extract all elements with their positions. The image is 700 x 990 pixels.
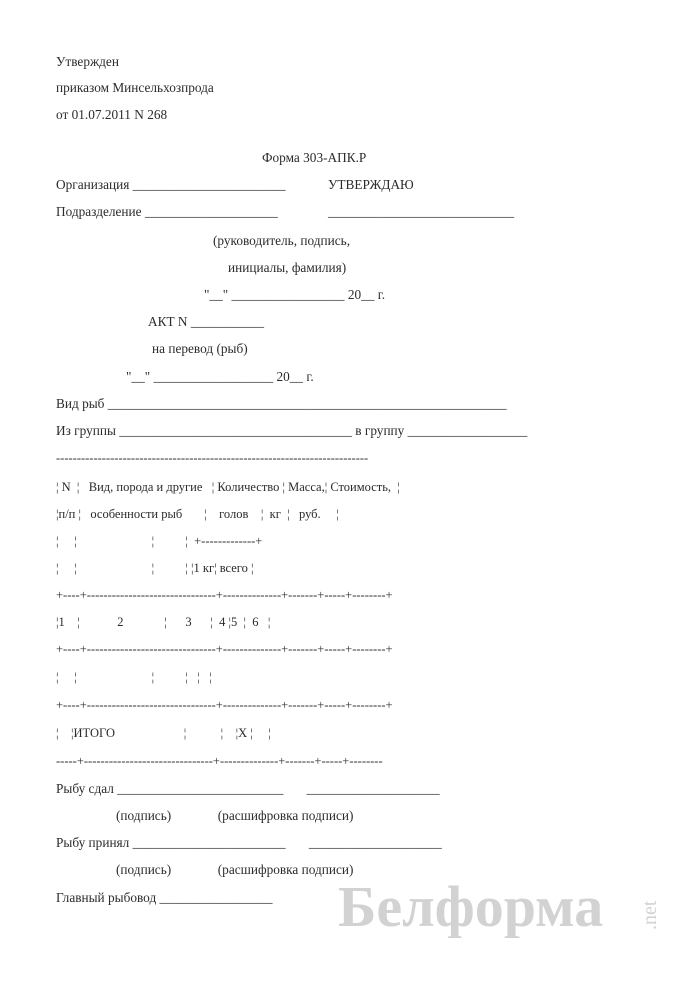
table-total-row: ¦ ¦ИТОГО ¦ ¦ ¦Х ¦ ¦ bbox=[56, 726, 271, 740]
table-header-1: ¦ N ¦ Вид, порода и другие ¦ Количество ¦ Масса,¦ Стоимость, ¦ bbox=[56, 480, 400, 494]
act-date: "__" __________________ 20__ г. bbox=[126, 369, 314, 384]
table-empty-row: ¦ ¦ ¦ ¦ ¦ ¦ bbox=[56, 670, 212, 684]
watermark-text: Белформа bbox=[338, 874, 604, 938]
order-label: приказом Минсельхозпрода bbox=[56, 80, 214, 95]
chief-fish-breeder: Главный рыбовод _________________ bbox=[56, 890, 273, 905]
table-separator-1: +----+-------------------------------+--------------+-------+-----+--------+ bbox=[56, 588, 393, 602]
fish-handed-over: Рыбу сдал _________________________ ____________________ bbox=[56, 781, 440, 796]
watermark-suffix: .net bbox=[639, 900, 661, 930]
act-subject: на перевод (рыб) bbox=[152, 341, 248, 356]
table-header-3: ¦ ¦ ¦ ¦ +-------------+ bbox=[56, 534, 263, 548]
form-title: Форма 303-АПК.Р bbox=[262, 150, 367, 165]
signer-caption-2: инициалы, фамилия) bbox=[228, 260, 347, 275]
table-top-rule: --------------------------------------------------------------------------- bbox=[56, 451, 369, 465]
order-date: от 01.07.2011 N 268 bbox=[56, 107, 168, 122]
table-header-4: ¦ ¦ ¦ ¦ ¦1 кг¦ всего ¦ bbox=[56, 561, 254, 575]
fish-received: Рыбу принял _______________________ ____________________ bbox=[56, 835, 442, 850]
approve-date: "__" _________________ 20__ г. bbox=[204, 287, 386, 302]
fish-received-caption: (подпись) (расшифровка подписи) bbox=[116, 862, 354, 877]
table-bottom-rule: -----+-------------------------------+--------------+-------+-----+-------- bbox=[56, 754, 383, 768]
organization-line: Организация _______________________ bbox=[56, 177, 286, 192]
signer-caption-1: (руководитель, подпись, bbox=[213, 233, 351, 248]
approve-word: УТВЕРЖДАЮ bbox=[328, 177, 414, 192]
approved-label: Утвержден bbox=[56, 54, 119, 69]
table-separator-2: +----+-------------------------------+--------------+-------+-----+--------+ bbox=[56, 642, 393, 656]
fish-handed-caption: (подпись) (расшифровка подписи) bbox=[116, 808, 354, 823]
signature-blank: ____________________________ bbox=[328, 204, 515, 219]
group-transfer-line: Из группы ___________________________________ в группу __________________ bbox=[56, 423, 528, 438]
fish-kind-line: Вид рыб ____________________________________________________________ bbox=[56, 396, 507, 411]
table-header-2: ¦п/п ¦ особенности рыб ¦ голов ¦ кг ¦ руб. ¦ bbox=[56, 507, 339, 521]
division-line: Подразделение ____________________ bbox=[56, 204, 278, 219]
table-column-numbers: ¦1 ¦ 2 ¦ 3 ¦ 4 ¦5 ¦ 6 ¦ bbox=[56, 615, 271, 629]
watermark-logo bbox=[338, 868, 668, 938]
act-number: АКТ N ___________ bbox=[148, 314, 264, 329]
table-separator-3: +----+-------------------------------+--------------+-------+-----+--------+ bbox=[56, 698, 393, 712]
